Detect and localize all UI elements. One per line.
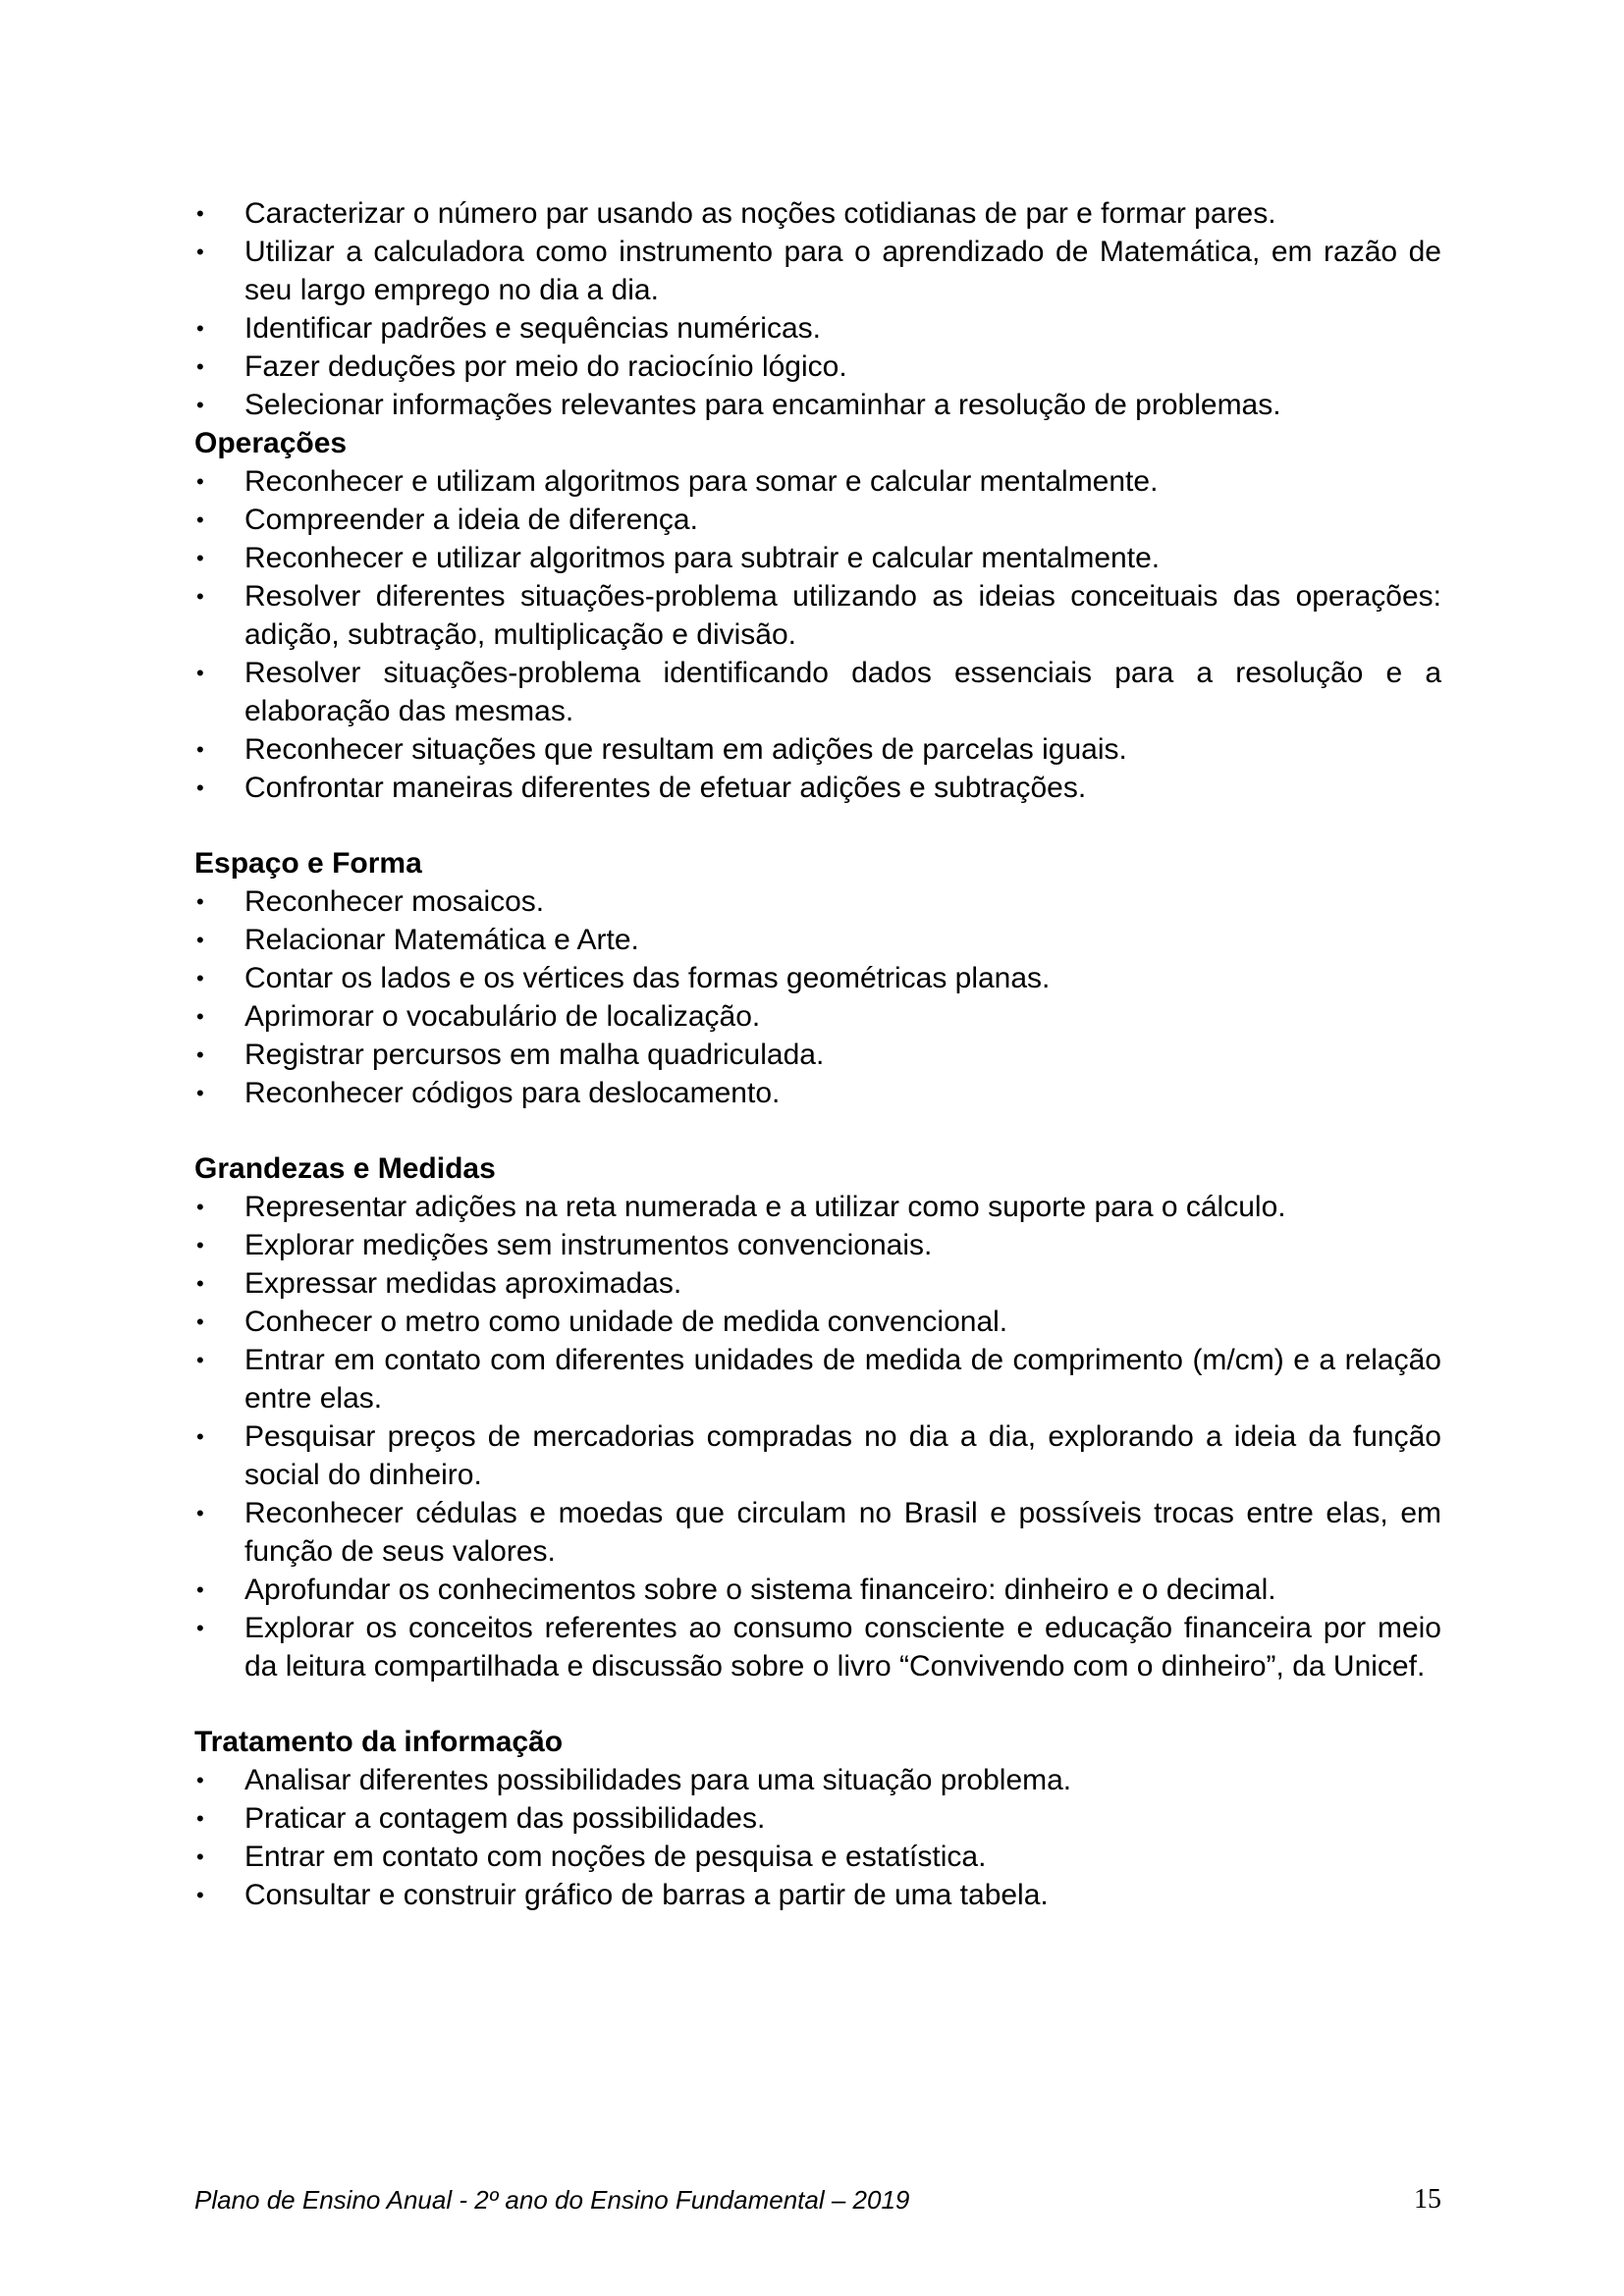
list-item <box>194 1609 1441 1685</box>
bullet-icon: • <box>196 546 204 570</box>
list-item <box>194 386 1441 424</box>
list-item-text: Expressar medidas aproximadas. <box>244 1267 682 1300</box>
list-item-text: Compreender a ideia de diferença. <box>244 504 698 536</box>
list-item <box>194 921 1441 959</box>
list-item <box>194 1226 1441 1264</box>
list-item-text: Reconhecer códigos para deslocamento. <box>244 1077 781 1109</box>
list-item-text: Selecionar informações relevantes para encaminhar a resolução de problemas. <box>244 389 1281 421</box>
bullet-icon: • <box>196 584 204 609</box>
section-heading: Grandezas e Medidas <box>194 1152 496 1185</box>
bullet-icon: • <box>196 354 204 379</box>
list-item-text: Reconhecer mosaicos. <box>244 885 545 918</box>
list-item-text: Registrar percursos em malha quadriculada. <box>244 1039 825 1071</box>
list-item <box>194 959 1441 997</box>
list-item-text: Reconhecer situações que resultam em adições de parcelas iguais. <box>244 733 1127 766</box>
list-item <box>194 1799 1441 1838</box>
bullet-icon: • <box>196 1004 204 1029</box>
list-item-text: Contar os lados e os vértices das formas geométricas planas. <box>244 962 1051 994</box>
bullet-icon: • <box>196 1081 204 1105</box>
bullet-icon: • <box>196 1348 204 1372</box>
list-item-text: Entrar em contato com noções de pesquisa e estatística. <box>244 1841 987 1873</box>
list-item <box>194 1838 1441 1876</box>
list-item-text: Representar adições na reta numerada e a utilizar como suporte para o cálculo. <box>244 1191 1286 1223</box>
bullet-icon: • <box>196 1883 204 1907</box>
list-item-text: Reconhecer e utilizam algoritmos para somar e calcular mentalmente. <box>244 465 1159 498</box>
bullet-icon: • <box>196 775 204 800</box>
list-item-text: Conhecer o metro como unidade de medida convencional. <box>244 1306 1008 1338</box>
list-item <box>194 1036 1441 1074</box>
list-item-text: Explorar medições sem instrumentos convencionais. <box>244 1229 933 1261</box>
list-item <box>194 309 1441 347</box>
list-item-text: Analisar diferentes possibilidades para uma situação problema. <box>244 1764 1072 1796</box>
list-item-text: Fazer deduções por meio do raciocínio lógico. <box>244 350 847 383</box>
list-item <box>194 347 1441 386</box>
bullet-list <box>194 194 1441 424</box>
list-item-text: Resolver diferentes situações-problema utilizando as ideias conceituais das operações: adição, subtração, multiplicação e divisão. <box>244 580 1441 651</box>
list-item <box>194 539 1441 577</box>
section-heading: Operações <box>194 427 348 459</box>
list-item <box>194 1303 1441 1341</box>
list-item <box>194 1188 1441 1226</box>
list-item-text: Resolver situações-problema identificando dados essenciais para a resolução e a elaboração das mesmas. <box>244 657 1441 727</box>
list-item-text: Confrontar maneiras diferentes de efetuar adições e subtrações. <box>244 772 1087 804</box>
bullet-icon: • <box>196 1768 204 1792</box>
list-item-text: Pesquisar preços de mercadorias compradas no dia a dia, explorando a ideia da função social do dinheiro. <box>244 1420 1441 1491</box>
bullet-icon: • <box>196 469 204 494</box>
bullet-list <box>194 1188 1441 1685</box>
section-heading: Espaço e Forma <box>194 847 422 880</box>
list-item-text: Entrar em contato com diferentes unidades de medida de comprimento (m/cm) e a relação entre elas. <box>244 1344 1441 1415</box>
list-item-text: Reconhecer cédulas e moedas que circulam no Brasil e possíveis trocas entre elas, em função de seus valores. <box>244 1497 1441 1568</box>
list-item-text: Reconhecer e utilizar algoritmos para subtrair e calcular mentalmente. <box>244 542 1161 574</box>
list-item-text: Aprofundar os conhecimentos sobre o sistema financeiro: dinheiro e o decimal. <box>244 1574 1276 1606</box>
bullet-icon: • <box>196 966 204 990</box>
footer-text: Plano de Ensino Anual - 2º ano do Ensino Fundamental – 2019 <box>194 2185 910 2215</box>
bullet-icon: • <box>196 393 204 417</box>
list-item <box>194 1341 1441 1417</box>
list-item-text: Praticar a contagem das possibilidades. <box>244 1802 766 1835</box>
section-tratamento-informacao <box>194 1723 1441 1914</box>
bullet-icon: • <box>196 316 204 341</box>
document-body <box>194 194 1441 1914</box>
list-item-text: Consultar e construir gráfico de barras a partir de uma tabela. <box>244 1879 1049 1911</box>
bullet-icon: • <box>196 1844 204 1869</box>
list-item <box>194 1494 1441 1571</box>
section-heading: Tratamento da informação <box>194 1726 564 1758</box>
page-number: 15 <box>1414 2184 1441 2215</box>
bullet-icon: • <box>196 240 204 264</box>
bullet-icon: • <box>196 1501 204 1525</box>
list-item <box>194 654 1441 730</box>
list-item <box>194 1417 1441 1494</box>
bullet-list <box>194 1761 1441 1914</box>
section-numeros <box>194 194 1441 424</box>
bullet-icon: • <box>196 661 204 685</box>
list-item-text: Caracterizar o número par usando as noções cotidianas de par e formar pares. <box>244 197 1276 230</box>
bullet-list <box>194 882 1441 1112</box>
bullet-icon: • <box>196 1577 204 1602</box>
page-footer <box>194 2180 1441 2219</box>
bullet-icon: • <box>196 1309 204 1334</box>
bullet-icon: • <box>196 1042 204 1067</box>
bullet-icon: • <box>196 1806 204 1831</box>
bullet-icon: • <box>196 1195 204 1219</box>
list-item-text: Aprimorar o vocabulário de localização. <box>244 1000 761 1033</box>
bullet-icon: • <box>196 1271 204 1296</box>
bullet-icon: • <box>196 889 204 914</box>
bullet-icon: • <box>196 737 204 762</box>
list-item <box>194 1876 1441 1914</box>
bullet-icon: • <box>196 928 204 952</box>
section-operacoes <box>194 424 1441 807</box>
list-item <box>194 1074 1441 1112</box>
list-item <box>194 1571 1441 1609</box>
list-item <box>194 997 1441 1036</box>
bullet-icon: • <box>196 201 204 226</box>
section-espaco-forma <box>194 844 1441 1112</box>
bullet-icon: • <box>196 1424 204 1449</box>
list-item <box>194 882 1441 921</box>
bullet-icon: • <box>196 507 204 532</box>
list-item-text: Identificar padrões e sequências numéricas. <box>244 312 821 345</box>
bullet-icon: • <box>196 1233 204 1257</box>
list-item <box>194 730 1441 769</box>
bullet-icon: • <box>196 1616 204 1640</box>
list-item <box>194 1761 1441 1799</box>
list-item-text: Utilizar a calculadora como instrumento para o aprendizado de Matemática, em razão de seu largo emprego no dia a dia. <box>244 236 1441 306</box>
list-item <box>194 194 1441 233</box>
list-item <box>194 577 1441 654</box>
list-item <box>194 233 1441 309</box>
list-item <box>194 769 1441 807</box>
list-item-text: Relacionar Matemática e Arte. <box>244 924 639 956</box>
list-item <box>194 462 1441 501</box>
list-item <box>194 501 1441 539</box>
list-item-text: Explorar os conceitos referentes ao consumo consciente e educação financeira por meio da leitura compartilhada e discussão sobre o livro “Convivendo com o dinheiro”, da Unicef. <box>244 1612 1441 1682</box>
section-grandezas-medidas <box>194 1149 1441 1685</box>
list-item <box>194 1264 1441 1303</box>
bullet-list <box>194 462 1441 807</box>
